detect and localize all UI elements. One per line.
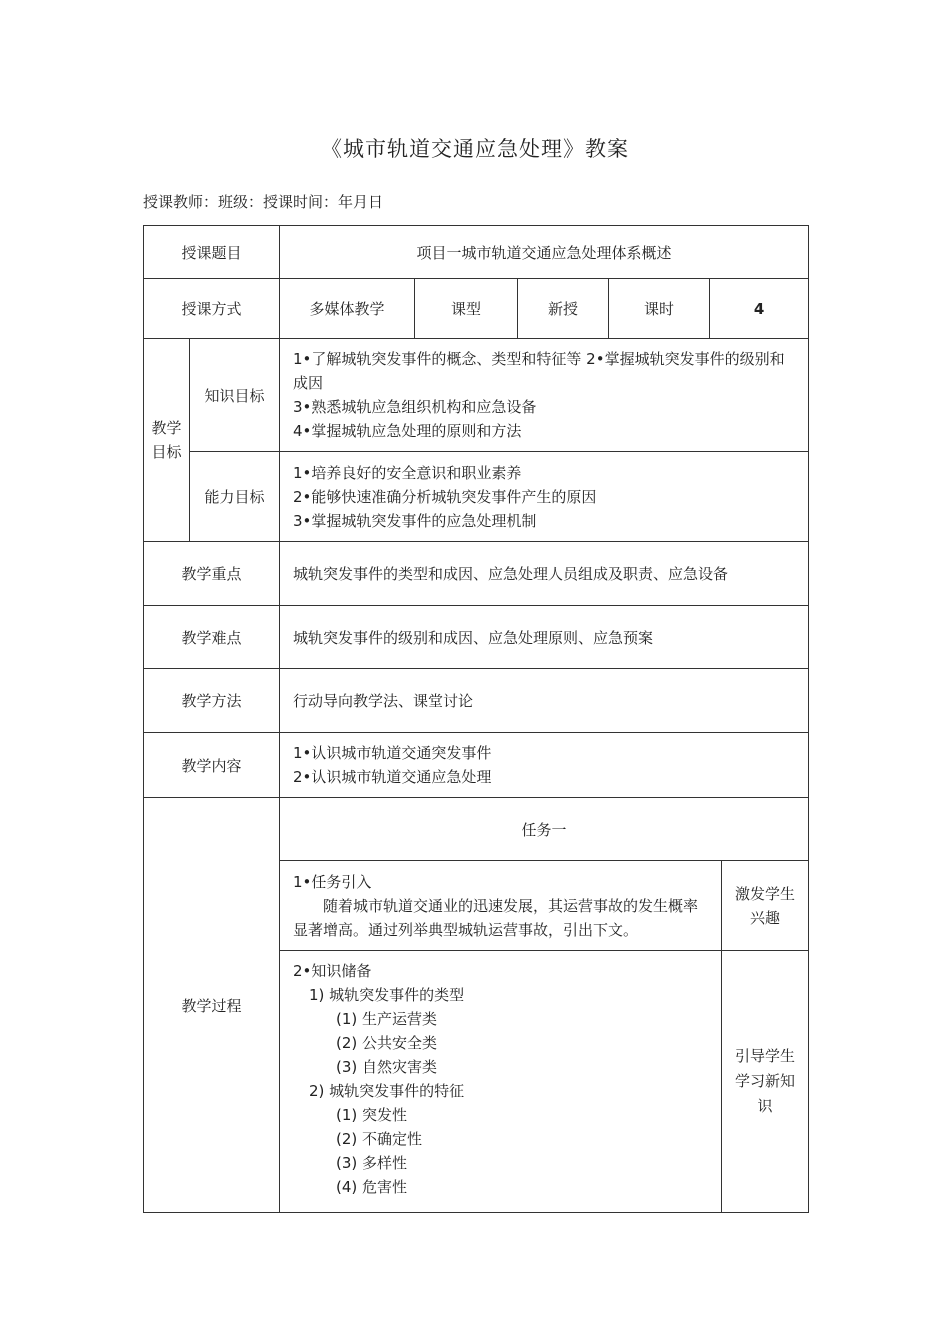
objectives-label-line: 教学 [151,419,182,437]
teaching-method-value: 行动导向教学法、课堂讨论 [280,669,809,733]
knowledge-heading: 2•知识储备 [293,962,372,980]
knowledge-objective-content [280,339,809,452]
method-value: 多媒体教学 [280,279,415,339]
ability-objective-label: 能力目标 [190,452,280,542]
list-item: (2) 公共安全类 [336,1034,438,1052]
document-title: 《城市轨道交通应急处理》教案 [321,137,629,161]
key-points-row [144,542,809,606]
list-item: 1•培养良好的安全意识和职业素养 [293,463,522,482]
difficulties-value: 城轨突发事件的级别和成因、应急处理原则、应急预案 [280,606,809,669]
content-label: 教学内容 [144,733,280,798]
type-value: 新授 [518,279,609,339]
difficulties-row [144,606,809,669]
teaching-method-row [144,669,809,733]
intro-note [722,861,809,951]
list-item: 2) 城轨突发事件的特征 [309,1082,465,1100]
objectives-label [144,339,190,542]
objectives-label-line: 目标 [151,443,182,461]
ability-objective-content [280,452,809,542]
intro-note-line: 激发学生 [735,884,796,903]
key-points-label: 教学重点 [144,542,280,606]
lesson-plan-table [143,225,809,1213]
list-item: 3•掌握城轨突发事件的应急处理机制 [293,511,537,530]
list-item: (2) 不确定性 [336,1130,423,1148]
ability-objective-row [144,452,809,542]
content-value [280,733,809,798]
list-item: 3•熟悉城轨应急组织机构和应急设备 [293,398,537,416]
teacher-info-line: 授课教师：班级：授课时间：年月日 [143,193,384,211]
method-row [144,279,809,339]
intro-note-line: 兴趣 [750,908,781,927]
intro-content [280,861,722,951]
list-item: (3) 自然灾害类 [336,1058,438,1076]
knowledge-note-line: 引导学生 [735,1047,796,1065]
content-row [144,733,809,798]
knowledge-objective-row [144,339,809,452]
topic-row [144,226,809,279]
list-item: 1) 城轨突发事件的类型 [309,986,465,1004]
difficulties-label: 教学难点 [144,606,280,669]
type-label: 课型 [415,279,518,339]
intro-heading: 1•任务引入 [293,872,372,891]
list-item: 1•了解城轨突发事件的概念、类型和特征等 2•掌握城轨突发事件的级别和成因 [293,350,785,392]
intro-body: 随着城市轨道交通业的迅速发展，其运营事故的发生概率显著增高。通过列举典型城轨运营事故，引出下文。 [293,896,699,939]
knowledge-note [722,951,809,1213]
list-item: 1•认识城市轨道交通突发事件 [293,744,492,762]
key-points-value: 城轨突发事件的类型和成因、应急处理人员组成及职责、应急设备 [280,542,809,606]
list-item: 2•认识城市轨道交通应急处理 [293,768,492,786]
task-title: 任务一 [280,798,809,861]
method-label: 授课方式 [144,279,280,339]
topic-label: 授课题目 [144,226,280,279]
teaching-method-label: 教学方法 [144,669,280,733]
task-title-row [144,798,809,861]
list-item: (4) 危害性 [336,1178,408,1196]
list-item: 4•掌握城轨应急处理的原则和方法 [293,422,522,440]
knowledge-content [280,951,722,1213]
list-item: (1) 生产运营类 [336,1010,438,1028]
knowledge-objective-label: 知识目标 [190,339,280,452]
hours-value: 4 [710,279,809,339]
hours-label: 课时 [609,279,710,339]
process-label: 教学过程 [144,798,280,1213]
list-item: (3) 多样性 [336,1154,408,1172]
knowledge-note-line: 学习新知 [735,1072,796,1090]
topic-value: 项目一城市轨道交通应急处理体系概述 [280,226,809,279]
list-item: 2•能够快速准确分析城轨突发事件产生的原因 [293,487,597,506]
knowledge-note-line: 识 [757,1097,773,1115]
list-item: (1) 突发性 [336,1106,408,1124]
